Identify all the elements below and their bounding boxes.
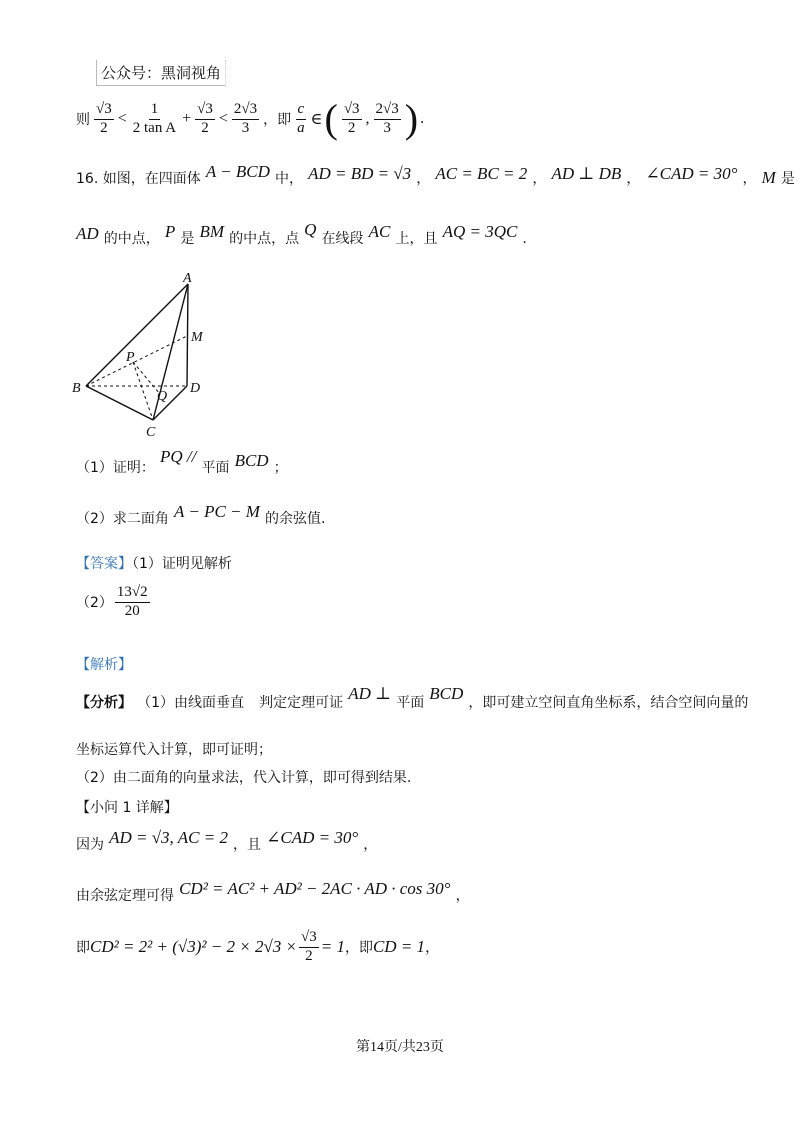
step-1 bbox=[76, 828, 378, 854]
text: 上，且 bbox=[395, 231, 438, 247]
text: 由余弦定理可得 bbox=[76, 888, 174, 904]
text: 平面 bbox=[396, 695, 425, 711]
text: ，即 bbox=[344, 940, 373, 957]
watermark-text: 公众号：黑洞视角 bbox=[96, 60, 226, 86]
page-footer: 第14页/共23页 bbox=[356, 1040, 444, 1055]
text: 即 bbox=[76, 940, 90, 957]
text: 的中点， bbox=[103, 231, 160, 247]
text: 在线段 bbox=[321, 231, 364, 247]
math: Q bbox=[304, 220, 317, 239]
math: AC = BC = 2 bbox=[435, 164, 528, 183]
answer-1: （1）证明见解析 bbox=[132, 556, 232, 572]
fenxi-line-2: 坐标运算代入计算，即可证明； bbox=[76, 742, 272, 758]
tetrahedron-figure bbox=[60, 270, 240, 445]
label-B: B bbox=[72, 381, 81, 396]
text: ，即 bbox=[263, 112, 292, 128]
label-Q: Q bbox=[157, 389, 168, 404]
math: AD = BD = √3 bbox=[308, 164, 412, 183]
text: ， bbox=[742, 171, 757, 187]
text: （2）求二面角 bbox=[76, 511, 169, 527]
segment-PQ-hidden bbox=[133, 362, 160, 394]
math: AC bbox=[368, 222, 391, 241]
math: P bbox=[164, 222, 176, 241]
inequality-line bbox=[76, 96, 425, 141]
math: AD = √3, AC = 2 bbox=[109, 828, 228, 847]
text: ， bbox=[455, 888, 470, 904]
text: 的中点，点 bbox=[229, 231, 300, 247]
fraction: $\frac{1}{\text{2 tan A}}$ bbox=[132, 100, 177, 136]
step-3 bbox=[76, 930, 439, 965]
answer-tag: 【答案】 bbox=[76, 556, 132, 572]
fraction: $\frac{13√2}{20}$ bbox=[116, 584, 148, 619]
analysis-tag: 【解析】 bbox=[76, 657, 132, 673]
answer-line bbox=[76, 553, 232, 573]
math: A − PC − M bbox=[174, 502, 260, 521]
text: 是 bbox=[780, 171, 795, 187]
fraction: $\frac{√3}{2}$ bbox=[197, 100, 213, 136]
text: ， bbox=[425, 940, 440, 957]
math: M bbox=[761, 168, 776, 187]
math: CD² = 2² + (√3)² − 2 × 2√3 × bbox=[90, 937, 297, 957]
question-16-line-1 bbox=[76, 162, 795, 188]
fraction: $\frac{2√3}{3}$ bbox=[375, 100, 399, 136]
part-1 bbox=[76, 447, 288, 477]
text: （1）由线面垂直 bbox=[137, 695, 245, 711]
text: 是 bbox=[180, 231, 195, 247]
part-2 bbox=[76, 502, 326, 528]
sub-question-heading: 【小问 1 详解】 bbox=[76, 800, 178, 816]
math: AD ⊥ bbox=[348, 684, 392, 703]
fenxi-line-3: （2）由二面角的向量求法，代入计算，即可得到结果. bbox=[76, 770, 412, 786]
symbol: ∈ bbox=[310, 111, 323, 128]
text: （2） bbox=[76, 595, 113, 612]
text: ，即可建立空间直角坐标系，结合空间向量的 bbox=[468, 695, 749, 711]
math: ∠CAD = 30° bbox=[645, 164, 738, 183]
edge-AD bbox=[187, 284, 188, 386]
symbol: < bbox=[117, 110, 127, 127]
math: CD² = AC² + AD² − 2AC · AD · cos 30° bbox=[179, 879, 451, 898]
fraction: $\frac{√3}{2}$ bbox=[96, 100, 112, 136]
text: ， bbox=[416, 171, 431, 187]
fenxi-tag: 【分析】 bbox=[76, 695, 132, 711]
math: PQ // bbox=[160, 447, 197, 466]
answer-2 bbox=[76, 585, 152, 620]
fraction: $\frac{√3}{2}$ bbox=[343, 100, 360, 136]
text: 因为 bbox=[76, 837, 104, 853]
text: ，且 bbox=[233, 837, 262, 853]
label-D: D bbox=[190, 381, 201, 396]
text: 判定定理可证 bbox=[259, 695, 344, 711]
math: BCD bbox=[234, 451, 269, 470]
step-2 bbox=[76, 879, 470, 905]
math: = 1 bbox=[320, 937, 345, 957]
text: ， bbox=[363, 837, 378, 853]
symbol: . bbox=[420, 110, 425, 127]
symbol: , bbox=[365, 110, 370, 127]
fraction: $\frac{c}{a}$ bbox=[297, 100, 305, 136]
text: ； bbox=[273, 460, 288, 476]
label-P: P bbox=[126, 350, 135, 365]
math: AD bbox=[76, 224, 99, 243]
fraction: $\frac{√3}{2}$ bbox=[301, 929, 317, 964]
text: 16. 如图，在四面体 bbox=[76, 171, 201, 187]
text: . bbox=[522, 231, 527, 247]
math: AD ⊥ DB bbox=[551, 164, 622, 183]
text: 中， bbox=[274, 171, 303, 187]
math: BM bbox=[199, 222, 224, 241]
text: （1）证明： bbox=[76, 460, 155, 476]
open-paren: ( bbox=[324, 96, 338, 141]
math: BCD bbox=[429, 684, 464, 703]
segment-BM-hidden bbox=[86, 336, 187, 386]
fraction: $\frac{2√3}{3}$ bbox=[233, 100, 258, 136]
label-M: M bbox=[191, 330, 203, 345]
symbol: < bbox=[218, 110, 228, 127]
question-16-line-2 bbox=[76, 220, 527, 248]
text: ， bbox=[626, 171, 641, 187]
fenxi-line-1 bbox=[76, 684, 749, 712]
text: 的余弦值. bbox=[265, 511, 326, 527]
text: 则 bbox=[76, 112, 90, 128]
text: ， bbox=[532, 171, 547, 187]
math: AQ = 3QC bbox=[442, 222, 518, 241]
label-A: A bbox=[183, 271, 192, 286]
math: CD = 1 bbox=[372, 937, 426, 957]
symbol: + bbox=[182, 110, 192, 127]
label-C: C bbox=[146, 425, 156, 440]
math: ∠CAD = 30° bbox=[266, 828, 359, 847]
edge-AB bbox=[86, 284, 188, 386]
math: A − BCD bbox=[205, 162, 270, 181]
close-paren: ) bbox=[404, 96, 419, 141]
text: 平面 bbox=[201, 460, 230, 476]
